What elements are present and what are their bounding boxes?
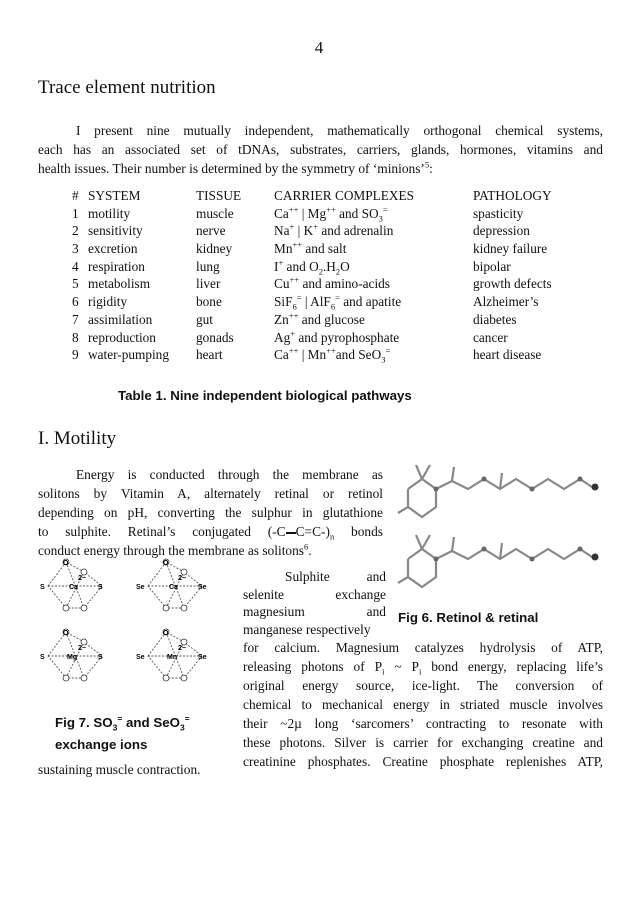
carrier-cell: Ca++ | Mg++ and $SO_3^=$ — [274, 204, 388, 224]
svg-text:S: S — [98, 654, 103, 661]
intro-paragraph: I present nine mutually independent, mathematically orthogonal chemical systems, each has an associated set of tDNAs, substrates, carriers, glands, hormones, vitamins and health issues. Their number is determined by the symmetry of ‘minions’$^5$: — [38, 123, 603, 176]
svg-text:2−: 2− — [78, 575, 86, 582]
svg-text:Mg: Mg — [67, 654, 78, 661]
motility-paragraph-2: for calcium. Magnesium catalyzes hydrolysis of ATP, releasing photons of $P_i$ ~ $P_i$ bond energy, replacing life’s original energy source, ice-light. The conversion of chemical to mechanical energy in striated muscle involves their ~2µ long ‘sarcomers’ contracting to resonate with these photons. Silver is carrier for exchanging creatine and creatinine phosphates. Creatine phosphate replenishes ATP, — [243, 640, 603, 769]
svg-text:Se: Se — [136, 584, 145, 591]
exchange-ions-figure — [38, 556, 238, 686]
triple-bond-dash — [286, 532, 296, 534]
carrier-cell: SiF$_6$= | AlF$_6$= and apatite — [274, 292, 402, 312]
svg-text:Se: Se — [198, 584, 207, 591]
carrier-cell: Mn++ and salt — [274, 239, 347, 257]
carrier-cell: I+ and $O_2.H_2O$ — [274, 257, 350, 277]
svg-text:S: S — [98, 584, 103, 591]
svg-text:O: O — [163, 560, 169, 567]
carrier-cell: Zn++ and glucose — [274, 310, 365, 327]
svg-text:O: O — [63, 560, 69, 567]
ref-5: 5 — [424, 159, 430, 170]
section-heading-trace: Trace element nutrition — [38, 77, 216, 98]
carrier-cell: Ca++ | Mn++and SeO$_3$= — [274, 345, 391, 365]
svg-text:Se: Se — [198, 654, 207, 661]
oxygen-atom — [592, 554, 599, 561]
svg-text:S: S — [40, 654, 45, 661]
table-caption: Table 1. Nine independent biological pathways — [118, 388, 412, 403]
header-system: SYSTEM — [88, 188, 141, 203]
intro-line-3: health issues. Their number is determined by the symmetry of ‘minions’ — [38, 161, 425, 176]
fig7-caption: Fig 7. $SO_3^=$ and SeO$_3$= exchange ions — [55, 713, 190, 752]
header-number: # — [72, 188, 79, 203]
ring-2 — [408, 549, 436, 587]
ref-6: 6 — [304, 541, 309, 552]
carrier-cell: Cu++ and amino-acids — [274, 275, 390, 292]
svg-text:O: O — [163, 630, 169, 637]
svg-text:S: S — [40, 584, 45, 591]
svg-text:2−: 2− — [178, 645, 186, 652]
svg-text:O: O — [63, 630, 69, 637]
svg-text:Mn: Mn — [167, 654, 178, 661]
header-pathology: PATHOLOGY — [473, 188, 552, 203]
motility-paragraph-1: Energy is conducted through the membrane as solitons by Vitamin A, alternately retinal or retinol depending on pH, converting the sulphur in glutathione to sulphite. Retinal’s conjugated (-C $C=C-)_n$ bonds conduct energy through the membrane as solitons$^6$. — [38, 467, 384, 558]
section-heading-motility: I. Motility — [38, 428, 117, 449]
motility-paragraph-2-col: Sulphite and selenite exchange magnesium and manganese respectively — [243, 569, 386, 638]
page-number: 4 — [314, 38, 324, 57]
svg-text:2−: 2− — [178, 575, 186, 582]
retinol-retinal-figure — [392, 459, 604, 609]
svg-text:Se: Se — [136, 654, 145, 661]
header-carrier: CARRIER COMPLEXES — [274, 188, 415, 203]
header-tissue: TISSUE — [196, 188, 242, 203]
svg-text:Ca: Ca — [69, 584, 78, 591]
svg-text:2−: 2− — [78, 645, 86, 652]
carrier-cell: Na+ | K+ and adrenalin — [274, 221, 394, 239]
fig6-caption: Fig 6. Retinol & retinal — [398, 610, 539, 625]
svg-text:Ca: Ca — [169, 584, 178, 591]
intro-line-1: I present nine mutually independent, mathematically orthogonal chemical systems, — [76, 123, 603, 138]
oxygen-atom — [592, 484, 599, 491]
motility-paragraph-end: sustaining muscle contraction. — [38, 762, 201, 777]
ring-1 — [408, 479, 436, 517]
carrier-cell: Ag+ and pyrophosphate — [274, 328, 400, 345]
intro-line-2: each has an associated set of tDNAs, substrates, carriers, glands, hormones, vitamins and — [38, 142, 603, 157]
